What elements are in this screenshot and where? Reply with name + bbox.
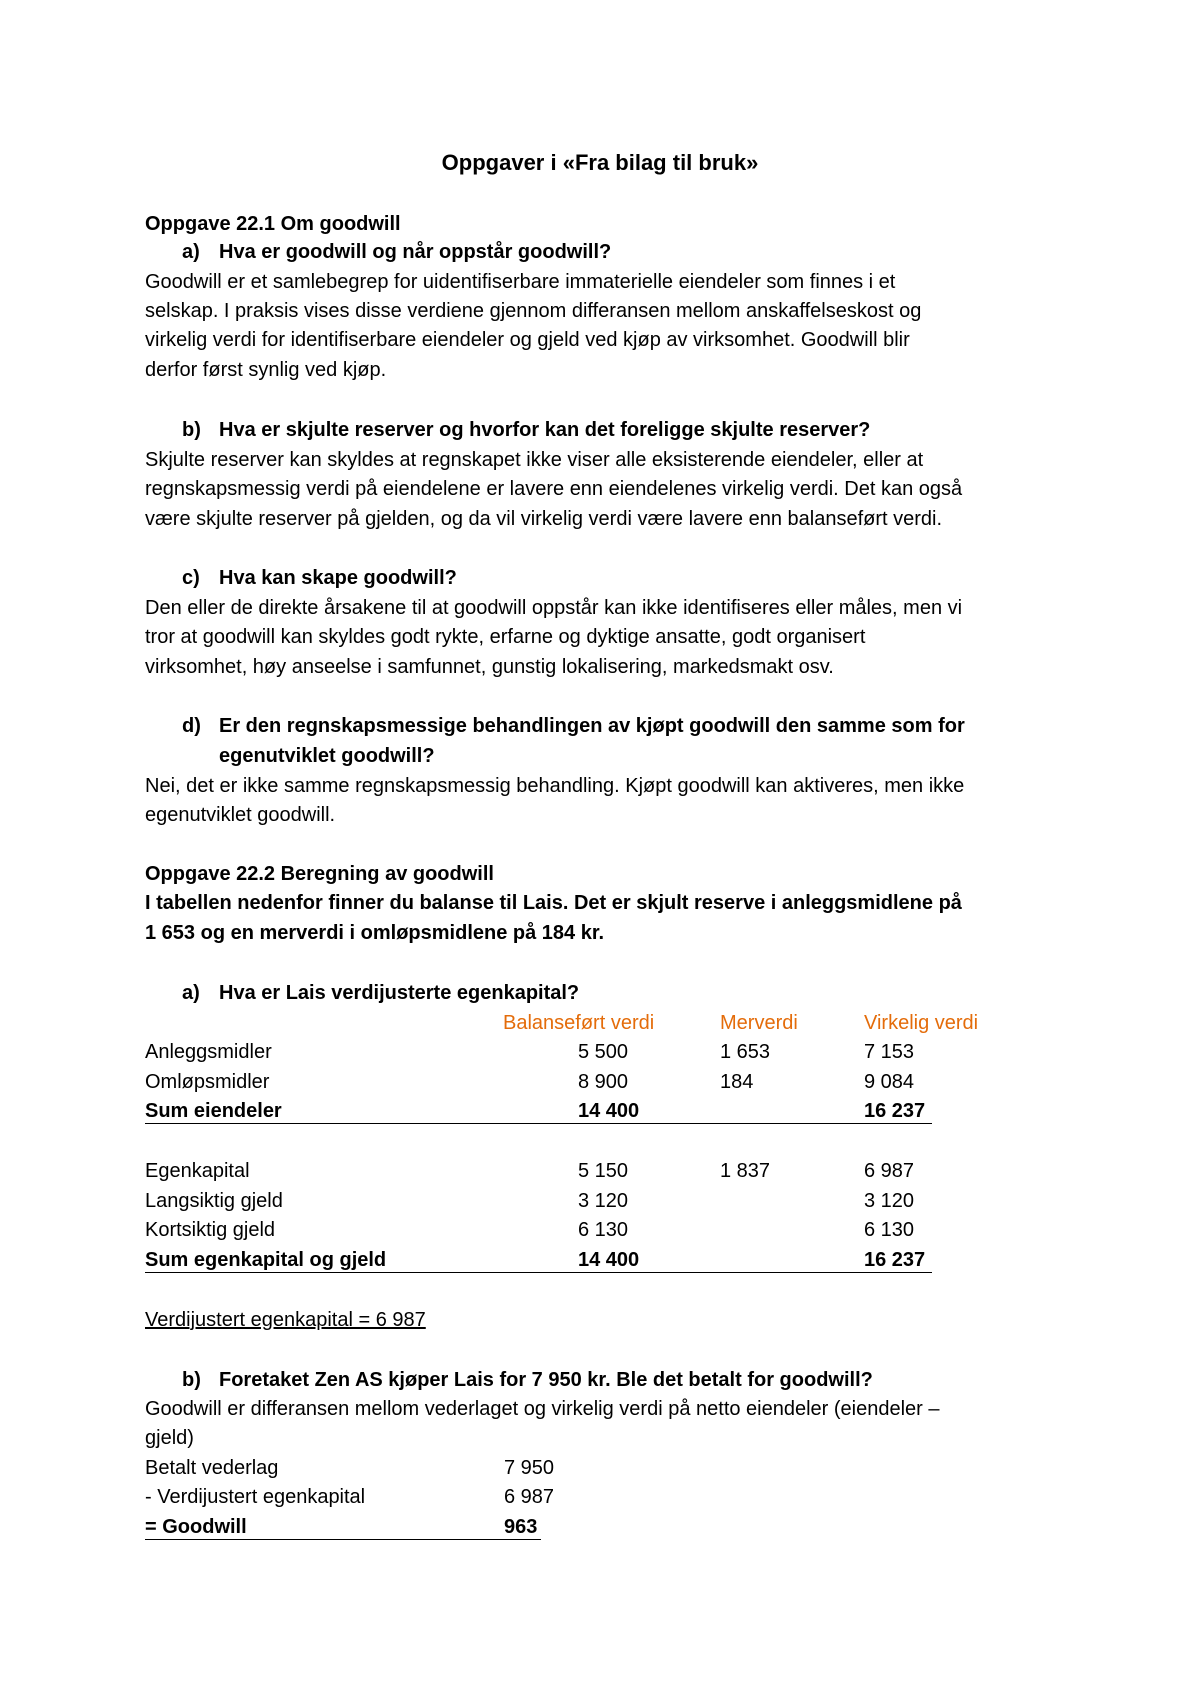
- cell-virkelig: 7 153: [864, 1041, 915, 1063]
- answer-line: være skjulte reserver på gjelden, og da vil virkelig verdi være lavere enn balanseført verdi.: [145, 508, 943, 530]
- row-label: Omløpsmidler: [145, 1071, 270, 1093]
- row-label: Anleggsmidler: [145, 1041, 272, 1063]
- cell-balanseført: 14 400: [578, 1100, 640, 1122]
- cell-merverdi: 184: [720, 1071, 754, 1093]
- row-label: Kortsiktig gjeld: [145, 1219, 276, 1241]
- question-label: b): [182, 419, 201, 441]
- question-text: Hva er Lais verdijusterte egenkapital?: [219, 982, 580, 1004]
- cell-virkelig: 3 120: [864, 1190, 915, 1212]
- question-text: Er den regnskapsmessige behandlingen av kjøpt goodwill den samme som for: [219, 715, 965, 737]
- answer-line: Goodwill er differansen mellom vederlaget og virkelig verdi på netto eiendeler (eiendeler –: [145, 1398, 940, 1420]
- question-text: Hva er skjulte reserver og hvorfor kan det foreligge skjulte reserver?: [219, 419, 871, 441]
- question-label: c): [182, 567, 200, 589]
- cell-balanseført: 5 150: [578, 1160, 629, 1182]
- row-label-total: Sum eiendeler: [145, 1100, 282, 1122]
- question-label: a): [182, 982, 200, 1004]
- cell-balanseført: 14 400: [578, 1249, 640, 1271]
- task2-intro-line: 1 653 og en merverdi i omløpsmidlene på 184 kr.: [145, 922, 605, 944]
- cell-virkelig: 9 084: [864, 1071, 915, 1093]
- question-text-continued: egenutviklet goodwill?: [219, 745, 435, 767]
- task1-heading: Oppgave 22.1 Om goodwill: [145, 213, 401, 235]
- calc-value: 6 987: [504, 1486, 555, 1508]
- task2-intro-line: I tabellen nedenfor finner du balanse til Lais. Det er skjult reserve i anleggsmidlene på: [145, 892, 962, 914]
- column-header-balanseført: Balanseført verdi: [503, 1012, 655, 1034]
- calc-value: 7 950: [504, 1457, 555, 1479]
- column-header-merverdi: Merverdi: [720, 1012, 798, 1034]
- answer-line: derfor først synlig ved kjøp.: [145, 359, 387, 381]
- row-label-total: Sum egenkapital og gjeld: [145, 1249, 387, 1271]
- answer-line: virkelig verdi for identifiserbare eiendeler og gjeld ved kjøp av virksomhet. Goodwill blir: [145, 329, 910, 351]
- cell-virkelig: 6 987: [864, 1160, 915, 1182]
- row-label: Egenkapital: [145, 1160, 250, 1182]
- answer-line: egenutviklet goodwill.: [145, 804, 336, 826]
- cell-merverdi: 1 653: [720, 1041, 771, 1063]
- cell-balanseført: 3 120: [578, 1190, 629, 1212]
- total-underline: [145, 1272, 932, 1273]
- cell-balanseført: 6 130: [578, 1219, 629, 1241]
- question-text: Foretaket Zen AS kjøper Lais for 7 950 kr. Ble det betalt for goodwill?: [219, 1369, 873, 1391]
- answer-line: regnskapsmessig verdi på eiendelene er lavere enn eiendelenes virkelig verdi. Det kan også: [145, 478, 963, 500]
- answer-line: virksomhet, høy anseelse i samfunnet, gunstig lokalisering, markedsmakt osv.: [145, 656, 834, 678]
- question-label: b): [182, 1369, 201, 1391]
- cell-virkelig: 16 237: [864, 1100, 926, 1122]
- question-label: a): [182, 241, 200, 263]
- cell-balanseført: 8 900: [578, 1071, 629, 1093]
- task2-heading: Oppgave 22.2 Beregning av goodwill: [145, 863, 494, 885]
- calc-value-total: 963: [504, 1516, 538, 1538]
- goodwill-underline: [145, 1539, 541, 1540]
- answer-line: Den eller de direkte årsakene til at goodwill oppstår kan ikke identifiseres eller måles, men vi: [145, 597, 963, 619]
- answer-line: gjeld): [145, 1427, 194, 1449]
- calc-label: - Verdijustert egenkapital: [145, 1486, 366, 1508]
- answer-line: tror at goodwill kan skyldes godt rykte, erfarne og dyktige ansatte, godt organisert: [145, 626, 866, 648]
- answer-line: selskap. I praksis vises disse verdiene gjennom differansen mellom anskaffelseskost og: [145, 300, 922, 322]
- question-text: Hva kan skape goodwill?: [219, 567, 457, 589]
- column-header-virkelig: Virkelig verdi: [864, 1012, 979, 1034]
- total-underline: [145, 1123, 932, 1124]
- calc-label: Betalt vederlag: [145, 1457, 279, 1479]
- row-label: Langsiktig gjeld: [145, 1190, 283, 1212]
- question-text: Hva er goodwill og når oppstår goodwill?: [219, 241, 612, 263]
- answer-line: Goodwill er et samlebegrep for uidentifiserbare immaterielle eiendeler som finnes i et: [145, 271, 896, 293]
- page-title: Oppgaver i «Fra bilag til bruk»: [441, 150, 759, 175]
- calc-label-total: = Goodwill: [145, 1516, 247, 1538]
- cell-merverdi: 1 837: [720, 1160, 771, 1182]
- answer-line: Skjulte reserver kan skyldes at regnskapet ikke viser alle eksisterende eiendeler, eller at: [145, 449, 924, 471]
- equity-result: Verdijustert egenkapital = 6 987: [145, 1309, 426, 1331]
- cell-virkelig: 16 237: [864, 1249, 926, 1271]
- question-label: d): [182, 715, 201, 737]
- cell-balanseført: 5 500: [578, 1041, 629, 1063]
- cell-virkelig: 6 130: [864, 1219, 915, 1241]
- answer-line: Nei, det er ikke samme regnskapsmessig behandling. Kjøpt goodwill kan aktiveres, men ikke: [145, 775, 965, 797]
